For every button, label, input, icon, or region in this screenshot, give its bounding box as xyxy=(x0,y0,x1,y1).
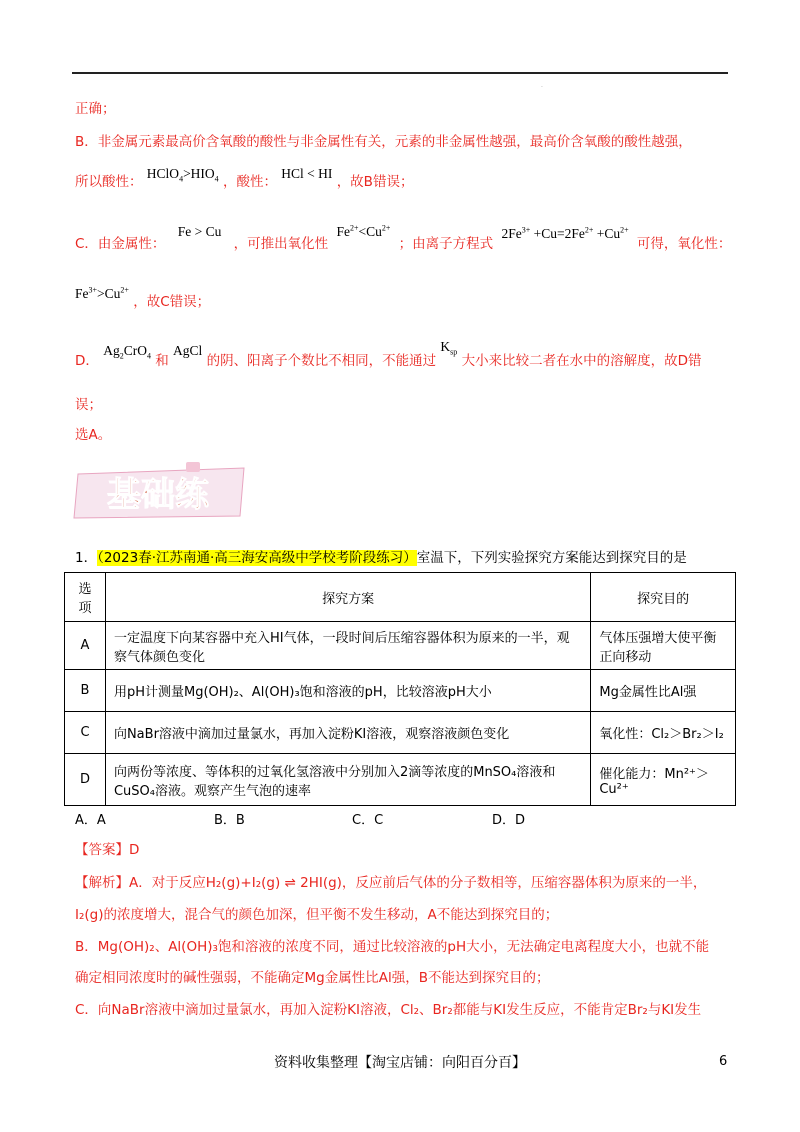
text: 和 xyxy=(155,353,169,369)
formula-ag2cro4 xyxy=(103,343,151,361)
cro: CrO xyxy=(123,343,147,358)
table-header-plan: 探究方案 xyxy=(105,573,590,622)
analysis-b-1: B．Mg(OH)₂、Al(OH)₃饱和溶液的浓度不同，通过比较溶液的pH大小，无法确定电离程度大小，也就不能 xyxy=(75,939,710,955)
section-badge xyxy=(72,460,250,522)
table-cell-plan: 向NaBr溶液中滴加过量氯水，再加入淀粉KI溶液，观察溶液颜色变化 xyxy=(105,712,590,754)
question-1 xyxy=(75,546,687,566)
page-footer: 资料收集整理【淘宝店铺：向阳百分百】 xyxy=(274,1055,526,1071)
sup: 2+ xyxy=(120,285,129,295)
sup: 2+ xyxy=(620,225,629,235)
table-row xyxy=(65,712,736,754)
text: 所以酸性： xyxy=(75,174,143,190)
header-rule xyxy=(72,72,728,74)
answer: 【答案】D xyxy=(75,842,140,858)
table-row xyxy=(65,670,736,712)
formula-fe-cu: Fe > Cu xyxy=(177,224,222,239)
fe: Fe xyxy=(75,286,89,301)
text: 大小来比较二者在水中的溶解度，故D错 xyxy=(461,353,702,369)
table-cell-goal: 氧化性：Cl₂＞Br₂＞I₂ xyxy=(591,712,736,754)
table-cell-plan: 用pH计测量Mg(OH)₂、Al(OH)₃饱和溶液的pH，比较溶液pH大小 xyxy=(105,670,590,712)
sup: 2+ xyxy=(349,223,359,233)
text: 的阴、阳离子个数比不相同，不能通过 xyxy=(206,353,437,369)
text: ，故C错误； xyxy=(133,294,211,310)
fe: Fe xyxy=(336,224,350,239)
text: ，故B错误； xyxy=(336,174,414,190)
text: C．由金属性： xyxy=(75,236,166,252)
text: ，酸性： xyxy=(222,174,277,190)
eq: +Cu=2Fe xyxy=(530,226,585,241)
option-c: C．C xyxy=(352,813,384,828)
page-number: 6 xyxy=(719,1054,728,1069)
analysis-a-2: I₂(g)的浓度增大，混合气的颜色加深，但平衡不发生移动，A不能达到探究目的； xyxy=(75,907,559,923)
symbol-ksp xyxy=(440,339,458,357)
table-header-goal: 探究目的 xyxy=(591,573,736,622)
table-cell-option: B xyxy=(65,670,106,712)
analysis-c-1: C．向NaBr溶液中滴加过量氯水，再加入淀粉KI溶液，Cl₂、Br₂都能与KI发生反应，不能肯定Br₂与KI发生 xyxy=(75,1002,702,1018)
table-header-option: 选项 xyxy=(65,573,106,622)
ionic-equation xyxy=(501,226,628,241)
cu: >Cu xyxy=(97,286,121,301)
analysis-a-1: 【解析】A．对于反应H₂(g)+I₂(g) ⇌ 2HI(g)，反应前后气体的分子数相等，压缩容器体积为原来的一半， xyxy=(75,875,707,891)
header-dot: . xyxy=(541,82,543,89)
eq: +Cu xyxy=(593,226,621,241)
badge-clip xyxy=(186,462,200,472)
para-select-a: 选A。 xyxy=(75,427,112,443)
table-cell-option: D xyxy=(65,754,106,806)
sub: 4 xyxy=(214,174,219,184)
table-cell-option: A xyxy=(65,622,106,670)
table-cell-plan: 向两份等浓度、等体积的过氧化氢溶液中分别加入2滴等浓度的MnSO₄溶液和CuSO₄溶液。观察产生气泡的速率 xyxy=(105,754,590,806)
eq: 2Fe xyxy=(501,226,522,241)
para-b-acidity xyxy=(75,166,414,192)
formula-fe2-cu2 xyxy=(336,224,390,239)
question-source: （2023春·江苏南通·高三海安高级中学校考阶段练习） xyxy=(97,550,417,566)
formula-fe3-cu2 xyxy=(75,286,129,301)
para-c-conclusion xyxy=(75,285,211,310)
text: ，可推出氧化性 xyxy=(233,236,329,252)
sup: 3+ xyxy=(521,225,531,235)
ag: Ag xyxy=(103,343,120,358)
table-cell-goal: 气体压强增大使平衡正向移动 xyxy=(591,622,736,670)
table-row xyxy=(65,754,736,806)
sup: 2+ xyxy=(381,223,391,233)
table-cell-goal: 催化能力：Mn²⁺＞Cu²⁺ xyxy=(591,754,736,806)
option-b: B．B xyxy=(214,813,245,828)
table-header-row xyxy=(65,573,736,622)
sub: 4 xyxy=(146,351,151,361)
para-correct: 正确； xyxy=(75,101,116,117)
cu: <Cu xyxy=(358,224,382,239)
text: D． xyxy=(75,353,99,369)
k: K xyxy=(440,339,451,354)
option-a: A．A xyxy=(75,813,106,828)
sup: 2+ xyxy=(584,225,594,235)
sub: 2 xyxy=(119,351,124,361)
formula-agcl: AgCl xyxy=(173,343,203,358)
para-c-metallicity xyxy=(75,223,732,252)
text: ；由离子方程式 xyxy=(398,236,494,252)
hclo4: HClO xyxy=(146,166,180,181)
table-cell-option: C xyxy=(65,712,106,754)
text: 可得，氧化性： xyxy=(636,236,732,252)
table-cell-plan: 一定温度下向某容器中充入HI气体，一段时间后压缩容器体积为原来的一半，观察气体颜色变化 xyxy=(105,622,590,670)
formula-hcl-hi: HCl < HI xyxy=(281,166,333,181)
analysis-b-2: 确定相同浓度时的碱性强弱，不能确定Mg金属性比Al强，B不能达到探究目的； xyxy=(75,970,550,986)
sup: 3+ xyxy=(88,285,98,295)
table-cell-goal: Mg金属性比Al强 xyxy=(591,670,736,712)
formula-hclo4-hio4 xyxy=(146,166,219,184)
question-stem: 室温下，下列实验探究方案能达到探究目的是 xyxy=(416,550,687,566)
para-b-statement: B．非金属元素最高价含氧酸的酸性与非金属性有关，元素的非金属性越强，最高价含氧酸的酸性越强， xyxy=(75,134,692,150)
para-d-statement xyxy=(75,339,702,371)
table-row xyxy=(65,622,736,670)
question-number: 1． xyxy=(75,550,98,566)
sub: 4 xyxy=(179,174,184,184)
option-d: D．D xyxy=(492,813,526,828)
experiment-table xyxy=(64,572,736,806)
sub: sp xyxy=(450,347,458,357)
para-d-end: 误； xyxy=(75,397,102,413)
hio4: >HIO xyxy=(183,166,215,181)
badge-title: 基础练 xyxy=(107,475,209,515)
